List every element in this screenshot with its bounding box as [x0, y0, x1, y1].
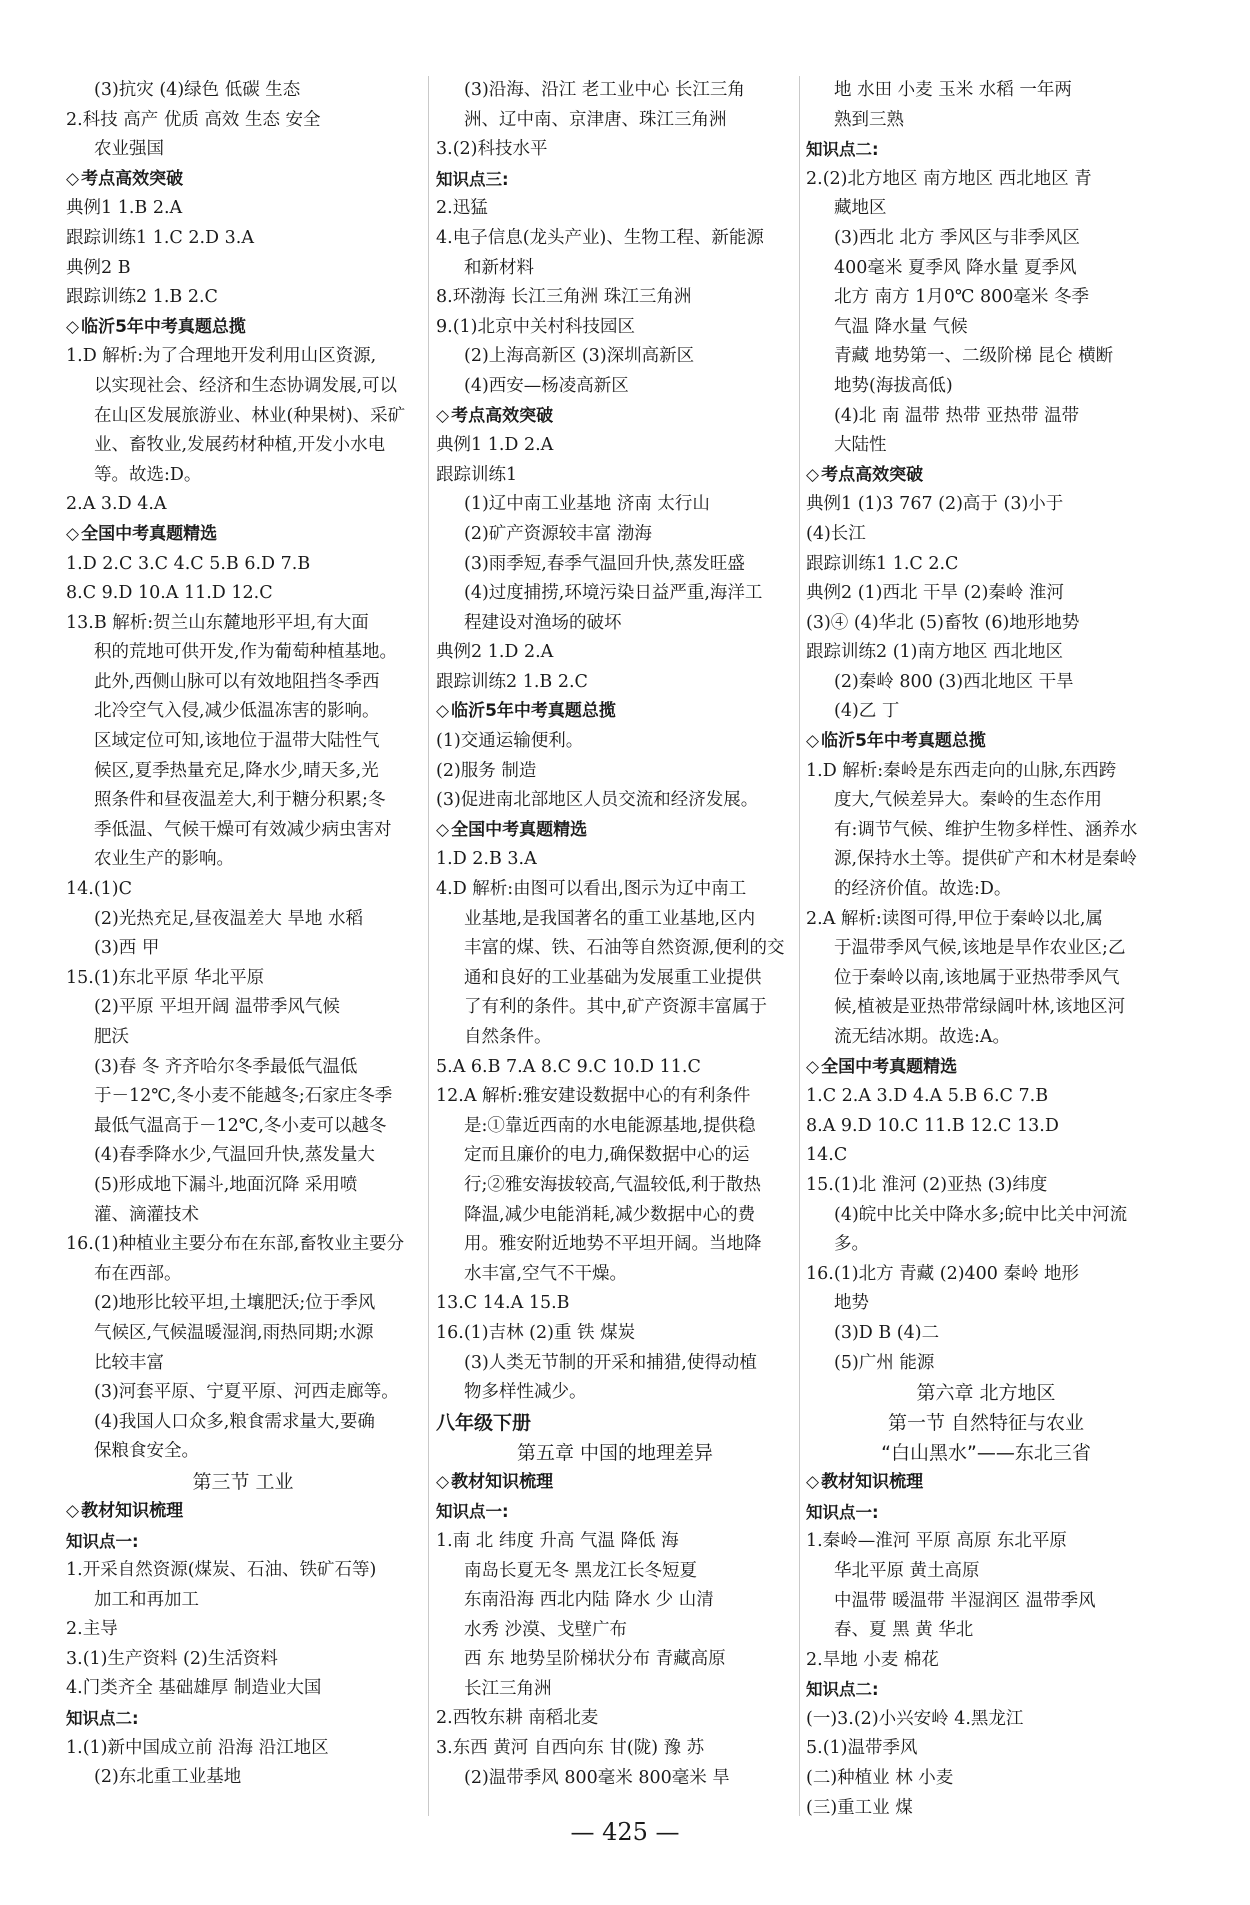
answer-line: 气候区,气候温暖湿润,雨热同期;水源	[94, 1322, 374, 1343]
chapter-title: 第三节 工业	[192, 1470, 294, 1493]
answer-line: 1.秦岭—淮河 平原 高原 东北平原	[806, 1531, 1067, 1552]
section-heading-text: 全国中考真题精选	[821, 1056, 958, 1077]
answer-line: 熟到三熟	[834, 109, 904, 130]
answer-line: 1.D 2.C 3.C 4.C 5.B 6.D 7.B	[66, 553, 311, 574]
answer-line: 3.(2)科技水平	[436, 139, 548, 160]
answer-line: 在山区发展旅游业、林业(种果树)、采矿	[94, 405, 406, 426]
diamond-icon: ◇	[806, 731, 820, 752]
answer-line: 4.电子信息(龙头产业)、生物工程、新能源	[436, 227, 764, 248]
answer-line: 比较丰富	[94, 1352, 164, 1373]
answer-column-2	[436, 76, 794, 1793]
answer-line: 典例1 1.D 2.A	[436, 435, 554, 456]
answer-line: 2.西牧东耕 南稻北麦	[436, 1708, 599, 1729]
answer-line: 5.A 6.B 7.A 8.C 9.C 10.D 11.C	[436, 1056, 701, 1077]
answer-line: 9.(1)北京中关村科技园区	[436, 316, 635, 337]
answer-line: 业、畜牧业,发展药材种植,开发小水电	[94, 435, 386, 456]
answer-line: 自然条件。	[464, 1027, 552, 1047]
answer-line: (2)温带季风 800毫米 800毫米 旱	[464, 1767, 730, 1788]
answer-line: (4)皖中比关中降水多;皖中比关中河流	[834, 1204, 1128, 1225]
chapter-title: 第一节 自然特征与农业	[887, 1412, 1085, 1435]
answer-line: 14.(1)C	[66, 879, 133, 900]
diamond-icon: ◇	[66, 1500, 80, 1521]
diamond-icon: ◇	[436, 1471, 450, 1492]
answer-line: (4)我国人口众多,粮食需求量大,要确	[94, 1411, 375, 1432]
chapter-title: 第五章 中国的地理差异	[516, 1441, 714, 1464]
answer-line: 2.迅猛	[436, 198, 488, 219]
answer-line: 1.C 2.A 3.D 4.A 5.B 6.C 7.B	[806, 1086, 1049, 1107]
answer-line: 是:①靠近西南的水电能源基地,提供稳	[464, 1115, 756, 1136]
answer-line: 典例2 1.D 2.A	[436, 642, 554, 663]
answer-line: (1)辽中南工业基地 济南 太行山	[464, 494, 710, 515]
answer-line: 照条件和昼夜温差大,利于糖分积累;冬	[94, 790, 386, 811]
knowledge-point-label: 知识点一:	[806, 1502, 879, 1522]
answer-line: 5.(1)温带季风	[806, 1738, 918, 1759]
answer-line: 1.南 北 纬度 升高 气温 降低 海	[436, 1530, 679, 1551]
answer-line: 大陆性	[834, 435, 887, 456]
answer-line: 候,植被是亚热带常绿阔叶林,该地区河	[834, 997, 1126, 1018]
answer-line: 等。故选:D。	[94, 464, 202, 485]
answer-line: 水秀 沙漠、戈壁广布	[464, 1619, 628, 1640]
section-heading	[66, 165, 420, 195]
answer-line: 8.环渤海 长江三角洲 珠江三角洲	[436, 287, 692, 308]
diamond-icon: ◇	[436, 405, 450, 426]
section-heading-text: 教材知识梳理	[451, 1471, 554, 1492]
section-heading-text: 临沂5年中考真题总揽	[821, 731, 986, 752]
diamond-icon: ◇	[806, 1472, 820, 1493]
answer-line: 流无结冰期。故选:A。	[834, 1027, 1011, 1047]
answer-line: 藏地区	[834, 198, 887, 219]
answer-line: 于－12℃,冬小麦不能越冬;石家庄冬季	[94, 1086, 393, 1107]
answer-line: (3)春 冬 齐齐哈尔冬季最低气温低	[94, 1056, 358, 1077]
answer-line: 多。	[834, 1234, 869, 1255]
answer-line: 华北平原 黄土高原	[834, 1560, 980, 1581]
answer-line: 1.D 解析:秦岭是东西走向的山脉,东西跨	[806, 760, 1117, 781]
answer-line: 1.D 2.B 3.A	[436, 849, 537, 870]
knowledge-point-label: 知识点二:	[66, 1709, 139, 1729]
answer-line: (2)上海高新区 (3)深圳高新区	[464, 346, 695, 367]
diamond-icon: ◇	[66, 316, 80, 337]
answer-line: 13.B 解析:贺兰山东麓地形平坦,有大面	[66, 612, 369, 633]
column-divider	[799, 76, 800, 1816]
answer-line: 16.(1)北方 青藏 (2)400 秦岭 地形	[806, 1263, 1080, 1284]
answer-line: 15.(1)北 淮河 (2)亚热 (3)纬度	[806, 1174, 1048, 1195]
answer-line: 的经济价值。故选:D。	[834, 879, 1012, 900]
answer-line: 度大,气候差异大。秦岭的生态作用	[834, 790, 1103, 811]
answer-line: (2)服务 制造	[436, 760, 537, 781]
section-heading-text: 教材知识梳理	[81, 1500, 184, 1521]
answer-line: 地势	[834, 1293, 869, 1314]
answer-line: 14.C	[806, 1145, 848, 1166]
answer-line: (2)地形比较平坦,土壤肥沃;位于季风	[94, 1293, 376, 1314]
answer-line: 2.旱地 小麦 棉花	[806, 1649, 939, 1670]
answer-line: 候区,夏季热量充足,降水少,晴天多,光	[94, 760, 379, 781]
knowledge-point-label: 知识点一:	[436, 1502, 509, 1522]
answer-line: 洲、辽中南、京津唐、珠江三角洲	[464, 109, 727, 130]
answer-line: 丰富的煤、铁、石油等自然资源,便利的交	[464, 938, 785, 959]
answer-line: (4)长江	[806, 523, 866, 544]
answer-line: (2)东北重工业基地	[94, 1767, 242, 1788]
section-heading-text: 临沂5年中考真题总揽	[451, 701, 616, 722]
answer-line: 降温,减少电能消耗,减少数据中心的费	[464, 1204, 756, 1225]
section-heading	[806, 461, 1166, 491]
diamond-icon: ◇	[436, 701, 450, 722]
answer-line: 2.A 3.D 4.A	[66, 494, 167, 515]
answer-line: (二)种植业 林 小麦	[806, 1768, 954, 1789]
answer-line: 加工和再加工	[94, 1589, 199, 1610]
answer-line: 北方 南方 1月0℃ 800毫米 冬季	[834, 287, 1089, 308]
answer-line: 地势(海拔高低)	[834, 375, 953, 396]
answer-line: 保粮食安全。	[94, 1441, 199, 1462]
answer-column-3	[806, 76, 1166, 1823]
answer-line: 业基地,是我国著名的重工业基地,区内	[464, 908, 756, 929]
answer-line: (3)④ (4)华北 (5)畜牧 (6)地形地势	[806, 612, 1080, 633]
answer-line: 典例1 1.B 2.A	[66, 198, 183, 219]
answer-line: 2.(2)北方地区 南方地区 西北地区 青	[806, 168, 1092, 189]
answer-line: 8.A 9.D 10.C 11.B 12.C 13.D	[806, 1115, 1059, 1136]
answer-line: 跟踪训练2 1.B 2.C	[436, 671, 588, 692]
answer-line: 布在西部。	[94, 1263, 182, 1284]
answer-line: 有:调节气候、维护生物多样性、涵养水	[834, 819, 1138, 840]
answer-line: 跟踪训练2 1.B 2.C	[66, 287, 218, 308]
answer-line: 青藏 地势第一、二级阶梯 昆仑 横断	[834, 346, 1114, 367]
section-heading	[66, 1497, 420, 1527]
answer-line: 农业强国	[94, 139, 164, 160]
answer-line: 南岛长夏无冬 黑龙江长冬短夏	[464, 1560, 698, 1581]
answer-line: 2.主导	[66, 1619, 118, 1640]
answer-line: 气温 降水量 气候	[834, 316, 968, 337]
section-heading	[66, 313, 420, 343]
answer-line: 地 水田 小麦 玉米 水稻 一年两	[834, 80, 1072, 100]
answer-line: 于温带季风气候,该地是旱作农业区;乙	[834, 938, 1126, 959]
diamond-icon: ◇	[66, 168, 80, 189]
answer-line: 跟踪训练1 1.C 2.C	[806, 553, 959, 574]
answer-line: (2)矿产资源较丰富 渤海	[464, 523, 652, 544]
answer-line: 12.A 解析:雅安建设数据中心的有利条件	[436, 1086, 751, 1107]
answer-line: 4.D 解析:由图可以看出,图示为辽中南工	[436, 879, 747, 900]
answer-line: 和新材料	[464, 257, 534, 278]
answer-line: 西 东 地势呈阶梯状分布 青藏高原	[464, 1649, 726, 1670]
answer-line: (4)乙 丁	[834, 701, 900, 722]
answer-line: 16.(1)种植业主要分布在东部,畜牧业主要分	[66, 1234, 405, 1255]
answer-line: (3)沿海、沿江 老工业中心 长江三角	[464, 80, 745, 100]
answer-line: (3)人类无节制的开采和捕猎,使得动植	[464, 1352, 757, 1373]
diamond-icon: ◇	[436, 819, 450, 840]
answer-line: 3.(1)生产资料 (2)生活资料	[66, 1648, 278, 1669]
chapter-title: 第六章 北方地区	[916, 1382, 1056, 1405]
section-heading-text: 考点高效突破	[81, 168, 184, 189]
answer-line: 跟踪训练1 1.C 2.D 3.A	[66, 227, 254, 248]
section-heading	[66, 520, 420, 550]
section-heading-text: 全国中考真题精选	[81, 523, 218, 544]
answer-line: 此外,西侧山脉可以有效地阻挡冬季西	[94, 671, 380, 692]
answer-column-1	[66, 76, 420, 1793]
answer-line: 积的荒地可供开发,作为葡萄种植基地。	[94, 642, 398, 663]
answer-line: 1.(1)新中国成立前 沿海 沿江地区	[66, 1737, 329, 1758]
answer-line: 北冷空气入侵,减少低温冻害的影响。	[94, 701, 380, 722]
answer-line: 位于秦岭以南,该地属于亚热带季风气	[834, 967, 1120, 988]
section-heading	[806, 727, 1166, 757]
section-heading-text: 临沂5年中考真题总揽	[81, 316, 246, 337]
answer-line: 典例2 B	[66, 257, 131, 278]
section-heading	[436, 816, 794, 846]
answer-line: 1.D 解析:为了合理地开发利用山区资源,	[66, 346, 377, 367]
section-heading	[436, 402, 794, 432]
diamond-icon: ◇	[66, 523, 80, 544]
answer-line: 以实现社会、经济和生态协调发展,可以	[94, 375, 398, 396]
answer-line: (2)平原 平坦开阔 温带季风气候	[94, 997, 340, 1018]
answer-line: 中温带 暖温带 半湿润区 温带季风	[834, 1590, 1096, 1611]
answer-line: 用。雅安附近地势不平坦开阔。当地降	[464, 1234, 762, 1255]
answer-line: 东南沿海 西北内陆 降水 少 山清	[464, 1590, 714, 1611]
answer-line: (2)光热充足,昼夜温差大 旱地 水稻	[94, 908, 363, 929]
answer-line: (3)D B (4)二	[834, 1322, 940, 1343]
answer-line: 源,保持水土等。提供矿产和木材是秦岭	[834, 849, 1138, 870]
section-heading-text: 考点高效突破	[451, 405, 554, 426]
grade-title: 八年级下册	[436, 1411, 532, 1434]
answer-line: 典例1 (1)3 767 (2)高于 (3)小于	[806, 494, 1064, 515]
section-heading	[436, 697, 794, 727]
answer-line: 跟踪训练1	[436, 464, 518, 485]
answer-line: (3)促进南北部地区人员交流和经济发展。	[436, 790, 759, 811]
answer-line: 2.科技 高产 优质 高效 生态 安全	[66, 109, 321, 130]
answer-line: 400毫米 夏季风 降水量 夏季风	[834, 257, 1077, 278]
answer-line: 水丰富,空气不干燥。	[464, 1263, 628, 1284]
answer-line: 8.C 9.D 10.A 11.D 12.C	[66, 583, 273, 604]
answer-line: 1.开采自然资源(煤炭、石油、铁矿石等)	[66, 1560, 377, 1581]
answer-line: 程建设对渔场的破坏	[464, 612, 622, 633]
answer-line: (三)重工业 煤	[806, 1797, 913, 1818]
answer-line: 16.(1)吉林 (2)重 铁 煤炭	[436, 1322, 636, 1343]
answer-line: (2)秦岭 800 (3)西北地区 干旱	[834, 671, 1074, 692]
answer-line: 13.C 14.A 15.B	[436, 1293, 570, 1314]
diamond-icon: ◇	[806, 464, 820, 485]
answer-line: 季低温、气候干燥可有效减少病虫害对	[94, 819, 392, 840]
section-heading	[806, 1053, 1166, 1083]
answer-line: 行;②雅安海拔较高,气温较低,利于散热	[464, 1174, 762, 1195]
answer-line: 农业生产的影响。	[94, 849, 234, 870]
section-heading	[436, 1468, 794, 1498]
answer-line: 了有利的条件。其中,矿产资源丰富属于	[464, 997, 768, 1018]
answer-line: (3)雨季短,春季气温回升快,蒸发旺盛	[464, 553, 745, 574]
answer-line: 定而且廉价的电力,确保数据中心的运	[464, 1145, 750, 1166]
answer-line: 肥沃	[94, 1027, 129, 1047]
answer-line: (3)抗灾 (4)绿色 低碳 生态	[94, 80, 301, 100]
answer-line: (1)交通运输便利。	[436, 731, 584, 752]
knowledge-point-label: 知识点二:	[806, 1680, 879, 1700]
answer-line: 通和良好的工业基础为发展重工业提供	[464, 967, 762, 988]
answer-line: 区域定位可知,该地位于温带大陆性气	[94, 731, 380, 752]
section-heading-text: 全国中考真题精选	[451, 819, 588, 840]
answer-line: 长江三角洲	[464, 1678, 552, 1699]
answer-line: 4.门类齐全 基础雄厚 制造业大国	[66, 1678, 322, 1699]
answer-line: (3)西 甲	[94, 938, 160, 959]
answer-line: 典例2 (1)西北 干旱 (2)秦岭 淮河	[806, 583, 1064, 604]
answer-line: 15.(1)东北平原 华北平原	[66, 967, 265, 988]
section-heading-text: 教材知识梳理	[821, 1472, 924, 1493]
column-divider	[428, 76, 429, 1816]
section-heading	[806, 1468, 1166, 1498]
answer-line: 春、夏 黑 黄 华北	[834, 1620, 974, 1641]
knowledge-point-label: 知识点一:	[66, 1531, 139, 1551]
answer-line: (4)西安—杨凌高新区	[464, 375, 629, 396]
answer-line: 物多样性减少。	[464, 1382, 587, 1403]
knowledge-point-label: 知识点二:	[806, 140, 879, 160]
answer-line: (5)广州 能源	[834, 1352, 935, 1373]
answer-line: (4)春季降水少,气温回升快,蒸发量大	[94, 1145, 375, 1166]
answer-line: (3)西北 北方 季风区与非季风区	[834, 227, 1080, 248]
answer-line: (一)3.(2)小兴安岭 4.黑龙江	[806, 1708, 1024, 1729]
answer-line: 最低气温高于－12℃,冬小麦可以越冬	[94, 1115, 387, 1136]
page-number: — 425 —	[570, 1818, 680, 1846]
answer-line: 2.A 解析:读图可得,甲位于秦岭以北,属	[806, 908, 1103, 929]
knowledge-point-label: 知识点三:	[436, 169, 509, 189]
answer-line: 跟踪训练2 (1)南方地区 西北地区	[806, 642, 1064, 663]
answer-line: 灌、滴灌技术	[94, 1204, 199, 1225]
answer-line: (4)北 南 温带 热带 亚热带 温带	[834, 405, 1080, 426]
answer-line: (4)过度捕捞,环境污染日益严重,海洋工	[464, 583, 763, 604]
answer-line: (3)河套平原、宁夏平原、河西走廊等。	[94, 1382, 399, 1403]
diamond-icon: ◇	[806, 1056, 820, 1077]
answer-line: (5)形成地下漏斗,地面沉降 采用喷	[94, 1174, 358, 1195]
answer-line: 3.东西 黄河 自西向东 甘(陇) 豫 苏	[436, 1738, 705, 1759]
section-heading-text: 考点高效突破	[821, 464, 924, 485]
chapter-title: “白山黑水”——东北三省	[881, 1442, 1091, 1465]
